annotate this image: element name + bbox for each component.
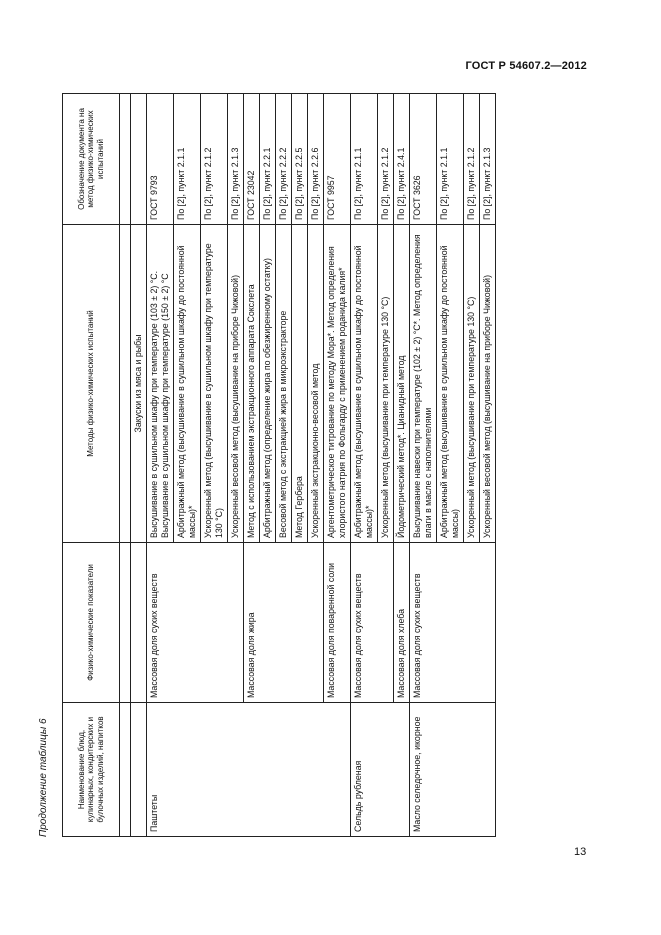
method-cell: Весовой метод с экстракцией жира в микроэкстракторе bbox=[276, 225, 292, 543]
header-indicator: Физико-химические показатели bbox=[63, 543, 120, 703]
doc-cell: ГОСТ 3626 bbox=[410, 94, 437, 225]
section-row bbox=[131, 94, 147, 837]
doc-cell: По [2], пункт 2.2.1 bbox=[260, 94, 276, 225]
doc-cell: По [2], пункт 2.1.3 bbox=[480, 94, 496, 225]
doc-cell: По [2], пункт 2.1.2 bbox=[464, 94, 480, 225]
doc-cell: По [2], пункт 2.2.2 bbox=[276, 94, 292, 225]
method-cell: Ускоренный метод (высушивание в сушильном шкафу при температуре 130 °С) bbox=[201, 225, 228, 543]
method-cell: Ускоренный экстракционно-весовой метод bbox=[308, 225, 324, 543]
doc-cell: ГОСТ 9793 bbox=[147, 94, 174, 225]
method-cell: Метод с использованием экстракционного аппарата Сокслета bbox=[244, 225, 260, 543]
doc-cell: По [2], пункт 2.1.1 bbox=[351, 94, 378, 225]
method-cell: Ускоренный весовой метод (высушивание на приборе Чижовой) bbox=[480, 225, 496, 543]
doc-cell: По [2], пункт 2.1.2 bbox=[378, 94, 394, 225]
doc-cell: ГОСТ 23042 bbox=[244, 94, 260, 225]
table-row bbox=[410, 94, 437, 837]
table-row bbox=[147, 94, 174, 837]
method-cell: Ускоренный весовой метод (высушивание на приборе Чижовой) bbox=[228, 225, 244, 543]
indicator-cell: Массовая доля жира bbox=[244, 543, 324, 703]
page-number: 13 bbox=[574, 846, 587, 858]
doc-cell: По [2], пункт 2.2.6 bbox=[308, 94, 324, 225]
document-header: ГОСТ Р 54607.2—2012 bbox=[465, 60, 587, 72]
header-document: Обозначение документа на метод физико-химических испытаний bbox=[63, 94, 120, 225]
doc-cell: По [2], пункт 2.4.1 bbox=[394, 94, 410, 225]
method-cell: Высушивание навески при температуре (102 ± 2) °С*. Метод определения влаги в масле с наполнителями bbox=[410, 225, 437, 543]
rotated-table-page bbox=[38, 94, 566, 837]
indicator-cell: Массовая доля хлеба bbox=[394, 543, 410, 703]
table-row bbox=[351, 94, 378, 837]
method-cell: Арбитражный метод (высушивание в сушильном шкафу до постоянной массы) bbox=[437, 225, 464, 543]
table-header-row bbox=[63, 94, 120, 837]
method-cell: Аргентометрическое титрование по методу Мора*. Метод определения хлористого натрия по Фольгарду с применением роданида калия* bbox=[324, 225, 351, 543]
indicator-cell: Массовая доля сухих веществ bbox=[410, 543, 496, 703]
indicator-cell: Массовая доля поваренной соли bbox=[324, 543, 351, 703]
method-cell: Арбитражный метод (высушивание в сушильном шкафу до постоянной массы)* bbox=[351, 225, 378, 543]
method-cell: Метод Гербера bbox=[292, 225, 308, 543]
doc-cell: По [2], пункт 2.1.2 bbox=[201, 94, 228, 225]
method-cell: Ускоренный метод (высушивание при температуре 130 °С) bbox=[378, 225, 394, 543]
method-cell: Арбитражный метод (высушивание в сушильном шкафу до постоянной массы)* bbox=[174, 225, 201, 543]
column-number-row bbox=[120, 94, 131, 837]
doc-cell: ГОСТ 9957 bbox=[324, 94, 351, 225]
header-method: Методы физико-химических испытаний bbox=[63, 225, 120, 543]
dish-cell: Паштеты bbox=[147, 703, 351, 837]
dish-cell: Масло селедочное, икорное bbox=[410, 703, 496, 837]
method-cell: Йодометрический метод*. Цианидный метод bbox=[394, 225, 410, 543]
indicator-cell: Массовая доля сухих веществ bbox=[147, 543, 244, 703]
doc-cell: По [2], пункт 2.1.1 bbox=[437, 94, 464, 225]
section-title: Закуски из мяса и рыбы bbox=[131, 225, 147, 543]
methods-table bbox=[62, 93, 496, 837]
header-dish: Наименование блюд, кулинарных, кондитерских и булочных изделий, напитков bbox=[63, 703, 120, 837]
method-cell: Арбитражный метод (определение жира по обезжиренному остатку) bbox=[260, 225, 276, 543]
doc-cell: По [2], пункт 2.1.3 bbox=[228, 94, 244, 225]
indicator-cell: Массовая доля сухих веществ bbox=[351, 543, 394, 703]
doc-cell: По [2], пункт 2.2.5 bbox=[292, 94, 308, 225]
dish-cell: Сельдь рубленая bbox=[351, 703, 410, 837]
table-caption: Продолжение таблицы 6 bbox=[38, 718, 49, 837]
method-cell: Высушивание в сушильном шкафу при температуре (103 ± 2) °С. Высушивание в сушильном шкафу при температуре (150 ± 2) °С bbox=[147, 225, 174, 543]
doc-cell: По [2], пункт 2.1.1 bbox=[174, 94, 201, 225]
method-cell: Ускоренный метод (высушивание при температуре 130 °С) bbox=[464, 225, 480, 543]
